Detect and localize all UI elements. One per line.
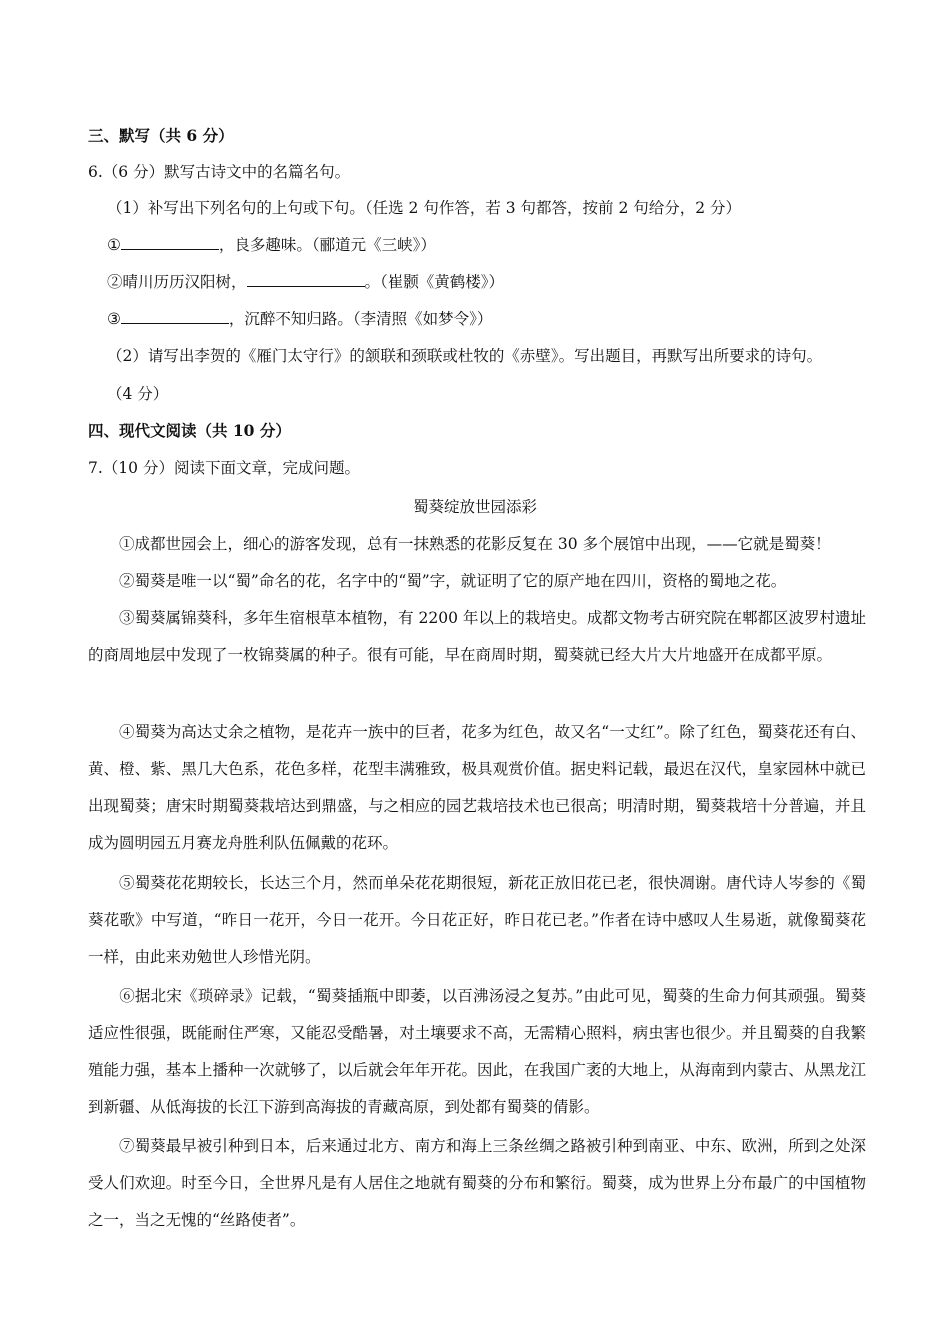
article-paragraph-1: ①成都世园会上，细心的游客发现，总有一抹熟悉的花影反复在 30 多个展馆中出现，——它就是蜀葵！ bbox=[119, 535, 831, 553]
article-paragraph-5: ⑤蜀葵花花期较长，长达三个月，然而单朵花花期很短，新花正放旧花已老，很快凋谢。唐代诗人岑参的《蜀葵花歌》中写道，“昨日一花开，今日一花开。今日花正好，昨日花已老。”作者在诗中感叹人生易逝，就像蜀葵花一样，由此来劝勉世人珍惜光阴。 bbox=[88, 874, 866, 966]
fill-item-3-text-after: ，沉醉不知归路。（李清照《如梦令》） bbox=[228, 310, 493, 328]
fill-item-1-text-after: ，良多趣味。（郦道元《三峡》） bbox=[218, 236, 436, 254]
answer-blank-3[interactable] bbox=[121, 309, 229, 324]
question-6-part-1: （1）补写出下列名句的上句或下句。（任选 2 句作答，若 3 句都答，按前 2 句给分，2 分） bbox=[107, 199, 742, 217]
question-6-part-2-score: （4 分） bbox=[107, 385, 169, 403]
answer-blank-1[interactable] bbox=[121, 235, 219, 250]
article-paragraph-7: ⑦蜀葵最早被引种到日本，后来通过北方、南方和海上三条丝绸之路被引种到南亚、中东、欧洲，所到之处深受人们欢迎。时至今日，全世界凡是有人居住之地就有蜀葵的分布和繁衍。蜀葵，成为世界上分布最广的中国植物之一，当之无愧的“丝路使者”。 bbox=[88, 1137, 866, 1229]
section-4-heading: 四、现代文阅读（共 10 分） bbox=[88, 421, 291, 440]
fill-item-2-text-before: 晴川历历汉阳树， bbox=[122, 273, 247, 291]
section-3-heading: 三、默写（共 6 分） bbox=[88, 126, 234, 145]
fill-item-1 bbox=[107, 235, 436, 255]
article-paragraph-2: ②蜀葵是唯一以“蜀”命名的花，名字中的“蜀”字，就证明了它的原产地在四川，资格的蜀地之花。 bbox=[119, 572, 787, 590]
article-paragraph-6: ⑥据北宋《琐碎录》记载，“蜀葵插瓶中即萎，以百沸汤浸之复苏。”由此可见，蜀葵的生命力何其顽强。蜀葵适应性很强，既能耐住严寒，又能忍受酷暑，对土壤要求不高，无需精心照料，病虫害也很少。并且蜀葵的自我繁殖能力强，基本上播种一次就够了，以后就会年年开花。因此，在我国广袤的大地上，从海南到内蒙古、从黑龙江到新疆、从低海拔的长江下游到高海拔的青藏高原，到处都有蜀葵的倩影。 bbox=[88, 987, 866, 1116]
fill-item-2 bbox=[107, 272, 504, 292]
article-title: 蜀葵绽放世园添彩 bbox=[412, 498, 537, 516]
article-paragraph-3: ③蜀葵属锦葵科，多年生宿根草本植物，有 2200 年以上的栽培史。成都文物考古研究院在郫都区波罗村遗址的商周地层中发现了一枚锦葵属的种子。很有可能，早在商周时期，蜀葵就已经大片大片地盛开在成都平原。 bbox=[88, 609, 866, 664]
question-6-part-2: （2）请写出李贺的《雁门太守行》的颔联和颈联或杜牧的《赤壁》。写出题目，再默写出所要求的诗句。 bbox=[107, 347, 823, 365]
question-6-stem: 6.（6 分）默写古诗文中的名篇名句。 bbox=[88, 163, 351, 181]
fill-item-2-text-after: 。（崔颢《黄鹤楼》） bbox=[364, 273, 505, 291]
fill-item-2-number: ② bbox=[107, 273, 123, 291]
article-paragraph-4: ④蜀葵为高达丈余之植物，是花卉一族中的巨者，花多为红色，故又名“一丈红”。除了红色，蜀葵花还有白、黄、橙、紫、黑几大色系，花色多样，花型丰满雅致，极具观赏价值。据史料记载，最迟在汉代，皇家园林中就已出现蜀葵；唐宋时期蜀葵栽培达到鼎盛，与之相应的园艺栽培技术也已很高；明清时期，蜀葵栽培十分普遍，并且成为圆明园五月赛龙舟胜利队伍佩戴的花环。 bbox=[88, 723, 866, 852]
fill-item-1-number: ① bbox=[107, 236, 121, 254]
fill-item-3 bbox=[107, 309, 492, 329]
fill-item-3-number: ③ bbox=[107, 310, 121, 328]
question-7-stem: 7.（10 分）阅读下面文章，完成问题。 bbox=[88, 459, 360, 477]
answer-blank-2[interactable] bbox=[247, 272, 365, 287]
